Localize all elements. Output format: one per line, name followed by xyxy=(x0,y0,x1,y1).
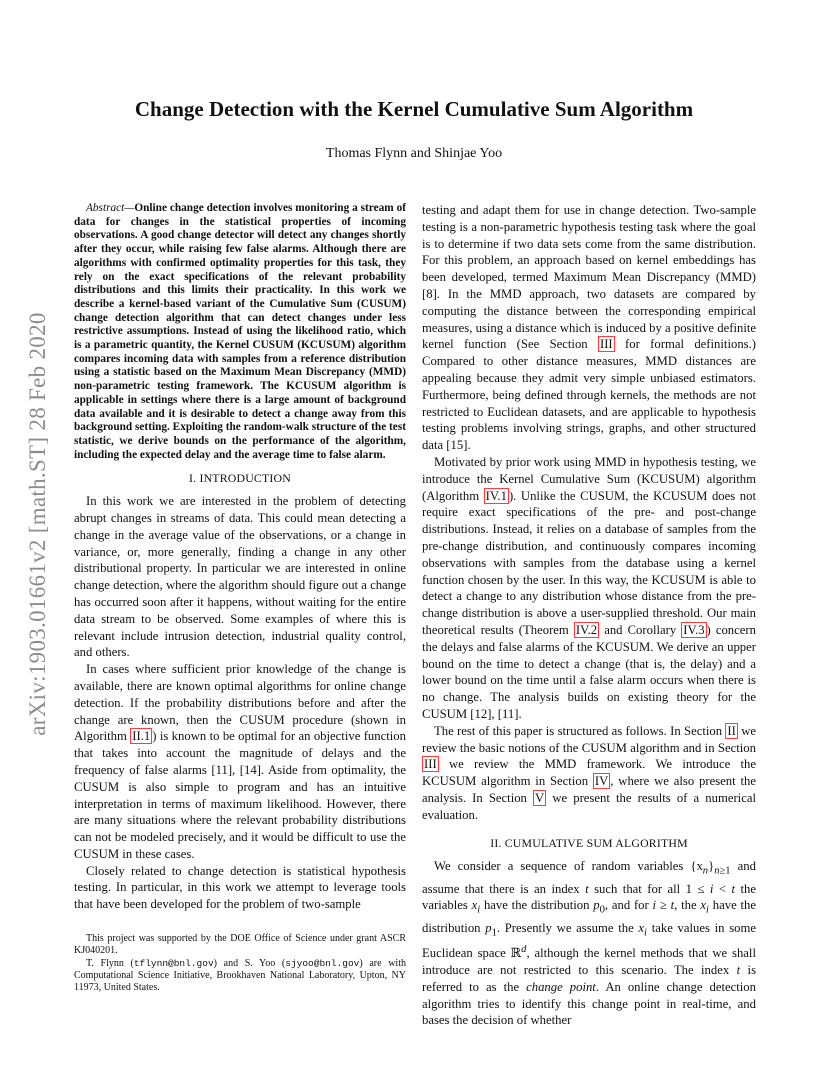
left-column xyxy=(74,202,406,913)
intro-paragraph-1: In this work we are interested in the problem of detecting abrupt changes in streams of data. This could mean detecting a change in the average value of the observations, or a change in variance, or, more generally, finding a change in any other distributional property. In particular we are interested in online change detection, where the algorithm should figure out a change has occurred soon after it happens, without waiting for the entire data stream to be observed. Some examples of where this is relevant include intrusion detection, industrial quality control, and others. xyxy=(74,494,406,660)
text-span: , where we also present the analysis. In Section xyxy=(422,774,756,805)
theorem-ref-link[interactable]: IV.2 xyxy=(575,622,598,637)
text-span: The rest of this paper is structured as follows. In Section xyxy=(434,723,726,738)
email-link[interactable]: tflynn@bnl.gov xyxy=(133,957,214,969)
text-span: and Corollary xyxy=(599,622,682,637)
text-span: . An online change detection algorithm tries to identify this change point in real-time, and bases the decision of whether xyxy=(422,979,756,1028)
text-span: ) concern the delays and false alarms of the KCUSUM. We derive an upper bound on the time to detect a change (that is, the delay) and a lower bound on the time until a false alarm occurs when there is no change. The analysis builds on existing theory for the CUSUM [12], [11]. xyxy=(422,622,756,721)
section-ref-link[interactable]: III xyxy=(424,757,437,772)
text-span: ≥ xyxy=(656,898,671,913)
intro-paragraph-3: Closely related to change detection is statistical hypothesis testing. In particular, in this work we attempt to leverage tools that have been developed for the problem of two-sample xyxy=(74,863,406,912)
paper-title: Change Detection with the Kernel Cumulative Sum Algorithm xyxy=(134,97,694,121)
right-column xyxy=(422,202,756,1029)
text-span: , the xyxy=(674,898,701,913)
right-paragraph-3 xyxy=(422,723,756,824)
algorithm-ref-link[interactable]: II.1 xyxy=(132,729,151,744)
text-span: < xyxy=(713,881,732,896)
text-span: we present the results of a numerical evaluation. xyxy=(422,790,756,822)
section-ref-link[interactable]: V xyxy=(535,790,545,805)
footnote-affiliation xyxy=(74,958,406,995)
text-span: ). Unlike the CUSUM, the KCUSUM does not require exact specifications of the pre- and post-change distributions. Instead, it relies on a database of samples from the pre-change distribution, and continuously compares incoming observations with samples from the database using a kernel function chosen by the user. In this way, the KCUSUM is able to detect a change to any distribution whose distance from the pre-change distribution is above a user-supplied threshold. Our main theoretical results (Theorem xyxy=(422,488,756,637)
text-span: ) is known to be optimal for an objective function that takes into account the magnitude of delays and the frequency of false alarms [11], [14]. Aside from optimality, the CUSUM is also simple to program and has an intuitive interpretation in terms of maximum likelihood. However, there are many situations where the relevant probability distributions can not be modeled precisely, and it would be difficult to use the CUSUM in these cases. xyxy=(74,729,406,861)
text-span: , although the kernel methods that we shall introduce are not restricted to this scenario. The index xyxy=(422,946,756,978)
text-span: ) are with Computational Science Initiative, Brookhaven National Laboratory, Upton, NY 11973, United States. xyxy=(74,957,406,994)
text-span: the variables xyxy=(422,881,756,913)
text-span: have the distribution xyxy=(422,898,756,935)
text-span: In cases where sufficient prior knowledge of the change is available, there are known optimal algorithms for online change detection. If the probability distributions before and after the change are known, then the CUSUM procedure (shown in Algorithm xyxy=(74,662,406,744)
footnote-funding: This project was supported by the DOE Office of Science under grant ASCR KJ040201. xyxy=(74,933,406,957)
text-span: testing and adapt them for use in change detection. Two-sample testing is a non-parametric hypothesis testing task where the goal is to determine if two data sets come from the same distribution. For this problem, an approach based on kernel embeddings has been developed, termed Maximum Mean Discrepancy (MMD) [8]. In the MMD approach, two datasets are compared by computing the distance between the corresponding empirical measures, using a distance which is induced by a positive definite kernel function (See Section xyxy=(422,203,756,352)
text-span: } xyxy=(708,859,715,874)
text-span: and assume that there is an index xyxy=(422,859,756,896)
section-heading-introduction: I. INTRODUCTION xyxy=(189,471,291,486)
text-span: We consider a sequence of random variables {x xyxy=(434,859,703,874)
text-span: , and for xyxy=(604,898,653,913)
footnotes xyxy=(74,933,406,994)
email-link[interactable]: sjyoo@bnl.gov xyxy=(285,957,360,969)
text-span: is referred to as the xyxy=(422,963,757,994)
abstract-lead: Abstract— xyxy=(86,202,135,214)
text-span: . Presently we assume the xyxy=(496,920,639,935)
corollary-ref-link[interactable]: IV.3 xyxy=(683,622,705,637)
intro-paragraph-2 xyxy=(74,661,406,863)
text-span: such that for all 1 ≤ xyxy=(588,881,710,896)
right-paragraph-1 xyxy=(422,202,756,454)
section-heading-cusum: II. CUMULATIVE SUM ALGORITHM xyxy=(490,836,688,851)
arxiv-sidebar-stamp: arXiv:1903.01661v2 [math.ST] 28 Feb 2020 xyxy=(25,312,50,736)
text-span: we review the basic notions of the CUSUM algorithm and in Section xyxy=(422,723,757,755)
text-span: we review the MMD framework. We introduce the KCUSUM algorithm in Section xyxy=(422,757,756,789)
change-point-term: change point xyxy=(526,979,596,994)
text-span: ) and S. Yoo ( xyxy=(213,957,286,969)
abstract xyxy=(74,202,406,462)
section-ref-link[interactable]: III xyxy=(599,337,613,352)
text-span: have the distribution xyxy=(480,898,594,913)
text-span: Motivated by prior work using MMD in hypothesis testing, we introduce the Kernel Cumulative Sum (KCUSUM) algorithm (Algorithm xyxy=(422,454,756,503)
right-paragraph-2 xyxy=(422,454,756,723)
cusum-paragraph-1: We consider a sequence of random variables $\{x_n\}_{n\ge 1}$ and assume that there is an index t such that for all 1 ≤ i < t the variables $x_i$ have the distribution $p_0$, and for i ≥ t, the $x_i$ have the distribution $p_1$. Presently we assume the $x_i$ take values in some Euclidean space ℝ$^d$, although the kernel methods that we shall introduce are not restricted to this scenario. The index t is referred to as the change point. An online change detection algorithm tries to identify this change point in real-time, and bases the decision of whether xyxy=(422,859,757,1028)
abstract-body: Online change detection involves monitoring a stream of data for changes in the statistical properties of incoming observations. A good change detector will detect any changes shortly after they occur, while raising few false alarms. Although there are algorithms with confirmed optimality properties for this task, they rely on the exact specifications of the relevant probability distributions and this limits their practicality. In this work we describe a kernel-based variant of the Cumulative Sum (CUSUM) change detection algorithm that can detect changes under less restrictive assumptions. Instead of using the likelihood ratio, which is a parametric quantity, the Kernel CUSUM (KCUSUM) algorithm compares incoming data with samples from a reference distribution using a statistic based on the Maximum Mean Discrepancy (MMD) non-parametric testing framework. The KCUSUM algorithm is applicable in settings where there is a large amount of background data available and it is desirable to detect a change away from this background setting. Exploiting the random-walk structure of the test statistic, we derive bounds on the performance of the algorithm, including the expected delay and the average time to false alarm. xyxy=(74,202,406,461)
section-ref-link[interactable]: IV xyxy=(594,774,609,789)
text-span: take values in some Euclidean space ℝ xyxy=(422,920,756,961)
paper-authors: Thomas Flynn and Shinjae Yoo xyxy=(325,146,503,161)
section-ref-link[interactable]: II xyxy=(727,723,736,738)
text-span: T. Flynn ( xyxy=(86,957,134,969)
text-span: for formal definitions.) Compared to other distance measures, MMD distances are appealing because they admit very simple unbiased estimators. Furthermore, being defined through kernels, the methods are not restricted to Euclidean datasets, and are applicable to hypothesis testing problems involving strings, graphs, and other structured data [15]. xyxy=(422,337,756,453)
algorithm-ref-link[interactable]: IV.1 xyxy=(485,488,507,503)
